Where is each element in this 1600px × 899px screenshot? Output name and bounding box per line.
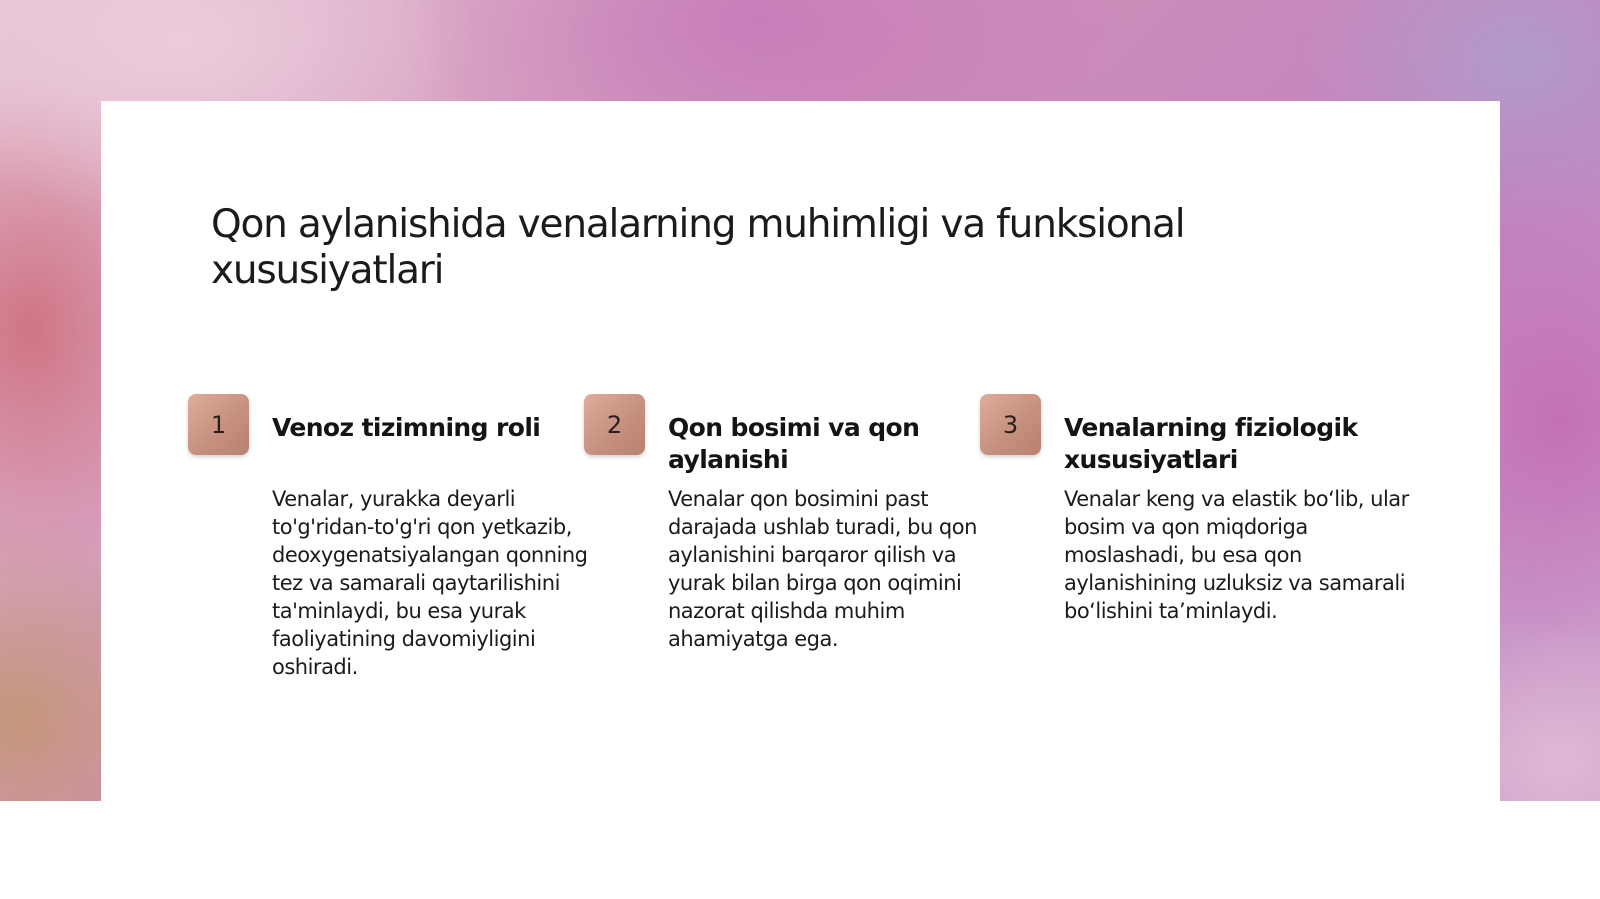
number-badge-1: 1 <box>188 394 249 455</box>
number-badge-3: 3 <box>980 394 1041 455</box>
feature-text-1: Venalar, yurakka deyarli to'g'ridan-to'g'ri qon yetkazib, deoxygenatsiyalangan qonning tez va samarali qaytarilishini ta'minlaydi, bu esa yurak faoliyatining davomiyligini oshiradi. <box>272 487 588 679</box>
feature-heading-2: Qon bosimi va qon aylanishi <box>668 413 920 474</box>
feature-text-3: Venalar keng va elastik bo‘lib, ular bosim va qon miqdoriga moslashadi, bu esa qon aylanishining uzluksiz va samarali bo‘lishini ta’minlaydi. <box>1064 487 1409 623</box>
slide-title: Qon aylanishida venalarning muhimligi va funksional xususiyatlari <box>211 202 1185 293</box>
number-badge-2: 2 <box>584 394 645 455</box>
feature-heading-3: Venalarning fiziologik xususiyatlari <box>1064 413 1358 474</box>
feature-heading-1: Venoz tizimning roli <box>272 413 541 442</box>
feature-text-2: Venalar qon bosimini past darajada ushlab turadi, bu qon aylanishini barqaror qilish va yurak bilan birga qon oqimini nazorat qilishda muhim ahamiyatga ega. <box>668 487 977 651</box>
